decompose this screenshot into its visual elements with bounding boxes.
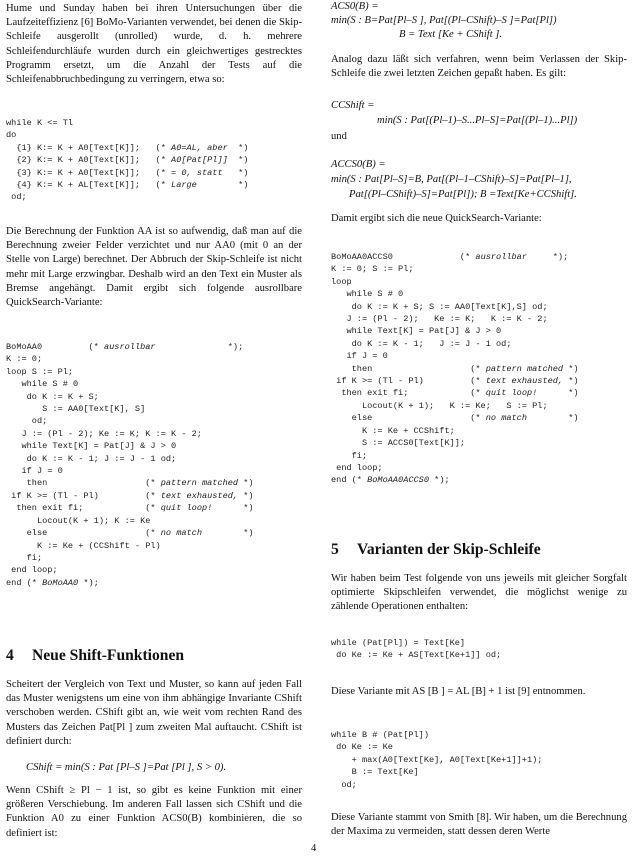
code-line: then (* pattern matched *) (331, 363, 579, 374)
section-title: Neue Shift-Funktionen (32, 647, 185, 664)
code-line: end loop; (331, 462, 383, 473)
code-line: J := (Pl - 2); Ke := K; K := K - 2; (6, 428, 202, 439)
code-line: while (Pat[Pl]) = Text[Ke] (331, 638, 466, 648)
code-line: while Text[K] = Pat[J] & J > 0 (6, 441, 177, 452)
code-line: BoMoAA0 (* ausrollbar *); (6, 342, 244, 352)
code-line: B := Text[Ke] (331, 767, 419, 778)
code-line: K := 0; S := Pl; (331, 264, 414, 275)
code-line: end (* BoMoAA0ACCS0 *); (331, 475, 450, 486)
code-skip-loop-2 (331, 729, 542, 791)
code-line: if K >= (Tl - Pl) (* text exhausted, *) (331, 376, 579, 387)
code-line: K := Ke + CCShift; (331, 425, 455, 436)
code-line: BoMoAA0ACCS0 (* ausrollbar *); (331, 252, 569, 262)
code-line: if J = 0 (6, 466, 63, 477)
paragraph-analog: Analog dazu läßt sich verfahren, wenn beim Verlassen der Skip-Schleife die zwei letzten Zeichen gepaßt haben. Es gilt: (331, 54, 627, 80)
code-line: {3} K:= K + A0[Text[K]]; (* = 0, statt *) (6, 167, 249, 178)
code-line: Locout(K + 1); K := Ke (6, 515, 151, 526)
code-line: while K <= Tl (6, 118, 74, 128)
code-line: then exit fi; (* quit loop! *) (331, 388, 579, 399)
code-line: do K := K - 1; J := J - 1 od; (331, 338, 512, 349)
code-line: S := ACCS0[Text[K]]; (331, 438, 466, 449)
formula-ccshift-line2: min(S : Pat[(Pl–1)–S...Pl–S]=Pat[(Pl–1)...Pl]) (377, 115, 578, 126)
code-line: od; (6, 192, 27, 203)
code-line: J := (Pl - 2); Ke := K; K := K - 2; (331, 314, 548, 325)
paragraph-unrolled-loops: Hume und Sunday haben bei ihren Untersuchungen über die Laufzeiteffizienz [6] BoMo-Varianten verwendet, bei denen die Skip-Schleife ausgerollt (unrolled) wurde, d. h. mehrere Schleifendurchläufe wurden durch ein gleichwertiges gestrecktes Programm ersetzt, um die Anzahl der Tests auf die Schleifenabbruchbedingung zu verringern, etwa so: (6, 3, 302, 86)
text-und: und (331, 131, 347, 142)
code-line: od; (6, 416, 48, 427)
paragraph-skip-loops: Wir haben beim Test folgende von uns jeweils mit gleicher Sorgfalt optimierte Skipschleifen verwendet, die möglichst wenige zu zählende Operationen enthalten: (331, 573, 627, 613)
code-line: if K >= (Tl - Pl) (* text exhausted, *) (6, 490, 254, 501)
code-line: do K := K + S; S := AA0[Text[K],S] od; (331, 301, 548, 312)
code-line: do Ke := Ke + AS[Text[Ke+1]] od; (331, 650, 502, 661)
paragraph-as-variant: Diese Variante mit AS [B ] = AL [B] + 1 ist [9] entnommen. (331, 686, 586, 697)
paragraph-new-variant: Damit ergibt sich die neue QuickSearch-Variante: (331, 213, 542, 224)
code-line: fi; (331, 450, 368, 461)
paragraph-cshift-intro: Scheitert der Vergleich von Text und Muster, so kann auf jeden Fall das Muster wenigstens um eine von ihm abhängige Invariante CShift verschoben werden. CShift gibt an, wie weit vom rechten Rand des Musters das Zeichen Pat[Pl ] zum zweiten Mal auftaucht. CShift ist definiert durch: (6, 679, 302, 747)
page-number: 4 (311, 843, 317, 854)
section-number: 4 (6, 647, 14, 664)
section-heading-5 (331, 540, 541, 560)
paragraph-acs0-intro: Wenn CShift ≥ Pl − 1 ist, so gibt es keine Funktion mit einer größeren Verschiebung. Im anderen Fall lassen sich CShift und die Funktion A0 zu einer Funktion ACS0(B) kombinieren, die so definiert ist: (6, 785, 302, 839)
code-line: while B # (Pat[Pl]) (331, 730, 429, 740)
code-line: {1} K:= K + A0[Text[K]]; (* A0=AL, aber *) (6, 142, 249, 153)
code-line: loop S := Pl; (6, 366, 74, 377)
code-line: end (* BoMoAA0 *); (6, 577, 99, 588)
code-line: S := AA0[Text[K], S] (6, 404, 146, 415)
code-line: loop (331, 276, 352, 287)
code-line: if J = 0 (331, 351, 388, 362)
code-line: {4} K:= K + AL[Text[K]]; (* Large *) (6, 180, 249, 191)
paragraph-smith: Diese Variante stammt von Smith [8]. Wir haben, um die Berechnung der Maxima zu vermeiden, statt dessen deren Werte (331, 812, 627, 838)
formula-ccshift-line1: CCShift = (331, 100, 375, 111)
paragraph-aa-function: Die Berechnung der Funktion AA ist so aufwendig, daß man auf die Berechnung zweier Felder verzichtet und nur AA0 (mit 0 an der Stelle von Large) berechnet. Der Abbruch der Skip-Schleife ist nicht mehr mit Large erzwingbar. Deshalb wird an den Text ein Muster als Bremse angehängt. Damit ergibt sich folgende ausrollbare QuickSearch-Variante: (6, 226, 302, 309)
code-skip-loop-1 (331, 637, 501, 662)
code-line: while S # 0 (331, 289, 404, 300)
code-line: else (* no match *) (6, 528, 254, 539)
code-line: + max(A0[Text[Ke], A0[Text[Ke+1]]+1); (331, 754, 543, 765)
code-line: fi; (6, 552, 43, 563)
formula-acs0-line1: ACS0(B) = (331, 1, 379, 12)
code-line: while Text[K] = Pat[J] & J > 0 (331, 326, 502, 337)
code-line: do (6, 130, 17, 141)
code-line: else (* no match *) (331, 413, 579, 424)
formula-acs0-line2: min(S : B=Pat[Pl–S ], Pat[(Pl–CShift)–S ]=Pat[Pl]) (331, 15, 557, 26)
code-bomoaa0accs0 (331, 251, 579, 487)
code-line: end loop; (6, 565, 58, 576)
section-title: Varianten der Skip-Schleife (357, 541, 541, 558)
code-line: od; (331, 779, 357, 790)
code-line: do Ke := Ke (331, 742, 393, 753)
formula-acs0-line3: B = Text [Ke + CShift ]. (399, 29, 503, 40)
code-line: then exit fi; (* quit loop! *) (6, 503, 254, 514)
code-unrolled-loop (6, 117, 248, 204)
code-line: Locout(K + 1); K := Ke; S := Pl; (331, 400, 548, 411)
section-heading-4 (6, 646, 184, 666)
code-line: do K := K + S; (6, 391, 99, 402)
formula-accs0-line3: Pat[(Pl–CShift)–S]=Pat[Pl]); B =Text[Ke+CCShift]. (349, 189, 577, 200)
code-line: then (* pattern matched *) (6, 478, 254, 489)
section-number: 5 (331, 541, 339, 558)
code-line: while S # 0 (6, 379, 79, 390)
code-bomoaa0 (6, 341, 254, 589)
code-line: {2} K:= K + A0[Text[K]]; (* A0[Pat[Pl]] *) (6, 155, 249, 166)
formula-cshift: CShift = min(S : Pat [Pl–S ]=Pat [Pl ], S > 0). (26, 762, 227, 773)
formula-accs0-line2: min(S : Pat[Pl–S]=B, Pat[(Pl–1–CShift)–S]=Pat[Pl–1], (331, 174, 572, 185)
code-line: K := Ke + (CCShift - Pl) (6, 540, 161, 551)
code-line: do K := K - 1; J := J - 1 od; (6, 453, 177, 464)
code-line: K := 0; (6, 354, 43, 365)
formula-accs0-line1: ACCS0(B) = (331, 159, 386, 170)
